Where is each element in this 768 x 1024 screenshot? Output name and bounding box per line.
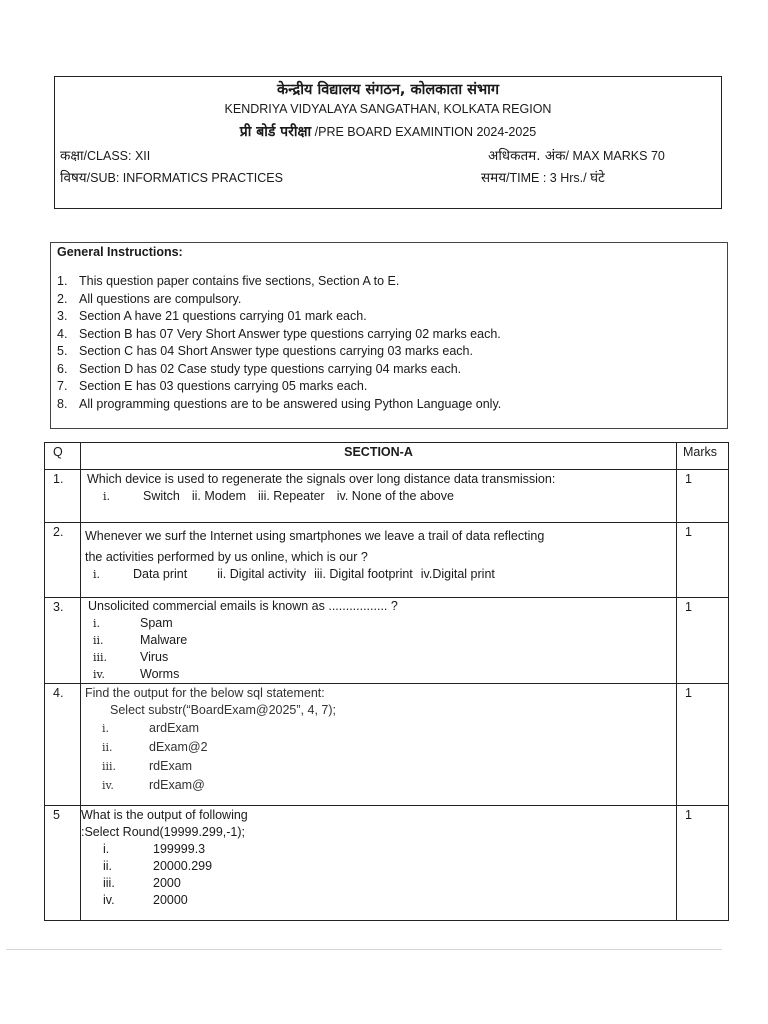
marks-cell bbox=[677, 684, 729, 806]
sql-statement: Select substr(“BoardExam@2025”, 4, 7); bbox=[110, 703, 336, 717]
option-text: Worms bbox=[140, 667, 180, 681]
option-numeral: iv. bbox=[103, 893, 115, 907]
option-numeral: i. bbox=[93, 568, 101, 581]
subject-label-english: /SUB: INFORMATICS PRACTICES bbox=[86, 171, 283, 185]
class-label-hindi: कक्षा bbox=[60, 148, 84, 164]
option-row bbox=[85, 776, 676, 795]
section-title-cell bbox=[81, 443, 677, 470]
general-instructions bbox=[50, 242, 728, 429]
marks-cell bbox=[677, 806, 729, 921]
question-text-line: Whenever we surf the Internet using smartphones we leave a trail of data reflecting bbox=[85, 529, 545, 543]
sql-statement: :Select Round(19999.299,-1); bbox=[81, 825, 245, 839]
option-numeral: i. bbox=[103, 490, 111, 503]
exam-header bbox=[54, 76, 722, 209]
org-name-english: KENDRIYA VIDYALAYA SANGATHAN, KOLKATA REGION bbox=[224, 102, 552, 116]
instruction-item: 8. All programming questions are to be answered using Python Language only. bbox=[57, 396, 502, 411]
option-text: 199999.3 bbox=[153, 842, 206, 856]
instruction-item: 7. Section E has 03 questions carrying 05 marks each. bbox=[57, 379, 368, 393]
question-number: 2. bbox=[45, 523, 81, 598]
option-text: Data print bbox=[133, 567, 188, 581]
instruction-item: 6. Section D has 02 Case study type questions carrying 04 marks each. bbox=[57, 361, 462, 376]
instruction-item: 1. This question paper contains five sections, Section A to E. bbox=[57, 274, 400, 288]
option-row bbox=[85, 719, 676, 738]
option-numeral: i. bbox=[103, 842, 110, 856]
max-marks-hindi: अधिकतम. अंक bbox=[488, 148, 566, 164]
question-number: 3. bbox=[45, 598, 81, 684]
exam-title-english: /PRE BOARD EXAMINTION 2024-2025 bbox=[311, 125, 537, 139]
option-numeral: iv. bbox=[93, 668, 105, 681]
instruction-item: 4. Section B has 07 Very Short Answer type questions carrying 02 marks each. bbox=[57, 326, 501, 341]
org-name-hindi: केन्द्रीय विद्यालय संगठन, कोलकाता संभाग bbox=[276, 82, 500, 98]
option-text: 20000 bbox=[153, 893, 188, 907]
marks-value: 1 bbox=[685, 686, 692, 700]
column-header-marks: Marks bbox=[677, 443, 729, 470]
exam-title bbox=[55, 122, 721, 141]
table-row bbox=[45, 806, 729, 921]
instructions-list bbox=[57, 273, 501, 413]
question-cell bbox=[81, 598, 677, 684]
instruction-item: 3. Section A have 21 questions carrying 01 mark each. bbox=[57, 309, 367, 323]
marks-cell bbox=[677, 470, 729, 523]
section-title: SECTION-A bbox=[344, 445, 413, 459]
option-text: ardExam bbox=[149, 721, 200, 735]
option-numeral: iv. bbox=[102, 779, 114, 792]
max-marks-line bbox=[488, 146, 665, 164]
option-row bbox=[81, 858, 676, 875]
marks-value: 1 bbox=[685, 808, 692, 822]
option-row bbox=[88, 615, 676, 632]
option-text: ii. Modem bbox=[191, 489, 247, 503]
option-text: rdExam@ bbox=[149, 778, 205, 792]
option-numeral: ii. bbox=[102, 741, 113, 754]
question-text: Which device is used to regenerate the signals over long distance data transmission: bbox=[87, 472, 556, 486]
marks-cell bbox=[677, 598, 729, 684]
instructions-heading: General Instructions: bbox=[57, 245, 183, 259]
option-text: iii. Repeater bbox=[258, 489, 325, 503]
option-numeral: ii. bbox=[93, 634, 104, 647]
page-bottom-rule bbox=[6, 949, 722, 950]
option-text: 20000.299 bbox=[153, 859, 213, 873]
option-row bbox=[88, 649, 676, 666]
option-row bbox=[81, 892, 676, 909]
question-number: 1. bbox=[45, 470, 81, 523]
option-numeral: i. bbox=[93, 617, 101, 630]
question-cell bbox=[81, 806, 677, 921]
column-header-q: Q bbox=[45, 443, 81, 470]
question-cell bbox=[81, 470, 677, 523]
option-row bbox=[81, 875, 676, 892]
time-unit-hindi: घंटे bbox=[590, 170, 605, 186]
option-row bbox=[87, 488, 676, 505]
option-text: rdExam bbox=[149, 759, 193, 773]
table-row bbox=[45, 598, 729, 684]
question-cell bbox=[81, 684, 677, 806]
class-label-english: /CLASS: XII bbox=[83, 149, 151, 163]
question-text: Find the output for the below sql statement: bbox=[85, 686, 325, 700]
question-text: Unsolicited commercial emails is known as ................. ? bbox=[88, 599, 398, 613]
time-line bbox=[481, 168, 605, 186]
question-number: 5 bbox=[45, 806, 81, 921]
option-text: Switch bbox=[143, 489, 180, 503]
instruction-item: 5. Section C has 04 Short Answer type questions carrying 03 marks each. bbox=[57, 344, 473, 358]
question-text: What is the output of following bbox=[81, 808, 248, 822]
option-row bbox=[85, 738, 676, 757]
option-numeral: i. bbox=[102, 722, 110, 735]
option-row bbox=[88, 666, 676, 683]
option-text: iv. None of the above bbox=[336, 489, 454, 503]
option-text: ii. Digital activity bbox=[217, 567, 307, 581]
question-text-line: the activities performed by us online, which is our ? bbox=[85, 550, 368, 564]
option-row bbox=[85, 566, 676, 583]
table-row bbox=[45, 523, 729, 598]
question-cell bbox=[81, 523, 677, 598]
instruction-item: 2. All questions are compulsory. bbox=[57, 291, 242, 306]
option-row bbox=[81, 841, 676, 858]
subject-line bbox=[60, 168, 283, 186]
option-text: dExam@2 bbox=[149, 740, 208, 754]
table-row bbox=[45, 470, 729, 523]
marks-value: 1 bbox=[685, 472, 692, 486]
option-row bbox=[85, 757, 676, 776]
class-line bbox=[60, 146, 150, 164]
option-text: iii. Digital footprint bbox=[314, 567, 413, 581]
exam-title-hindi: प्री बोर्ड परीक्षा bbox=[239, 124, 312, 140]
option-text: Virus bbox=[140, 650, 169, 664]
questions-table bbox=[44, 442, 729, 921]
subject-label-hindi: विषय bbox=[60, 170, 87, 186]
option-text: 2000 bbox=[153, 876, 181, 890]
option-text: iv.Digital print bbox=[420, 567, 495, 581]
max-marks-english: / MAX MARKS 70 bbox=[565, 149, 665, 163]
marks-value: 1 bbox=[685, 525, 692, 539]
option-numeral: ii. bbox=[103, 859, 113, 873]
option-row bbox=[88, 632, 676, 649]
option-numeral: iii. bbox=[103, 876, 115, 890]
option-numeral: iii. bbox=[93, 651, 108, 664]
time-label-english: /TIME : 3 Hrs./ bbox=[506, 171, 591, 185]
marks-value: 1 bbox=[685, 600, 692, 614]
question-number: 4. bbox=[45, 684, 81, 806]
option-text: Malware bbox=[140, 633, 188, 647]
option-numeral: iii. bbox=[102, 760, 117, 773]
marks-cell bbox=[677, 523, 729, 598]
table-header-row bbox=[45, 443, 729, 470]
option-text: Spam bbox=[140, 616, 173, 630]
table-row bbox=[45, 684, 729, 806]
time-label-hindi: समय bbox=[481, 170, 507, 186]
